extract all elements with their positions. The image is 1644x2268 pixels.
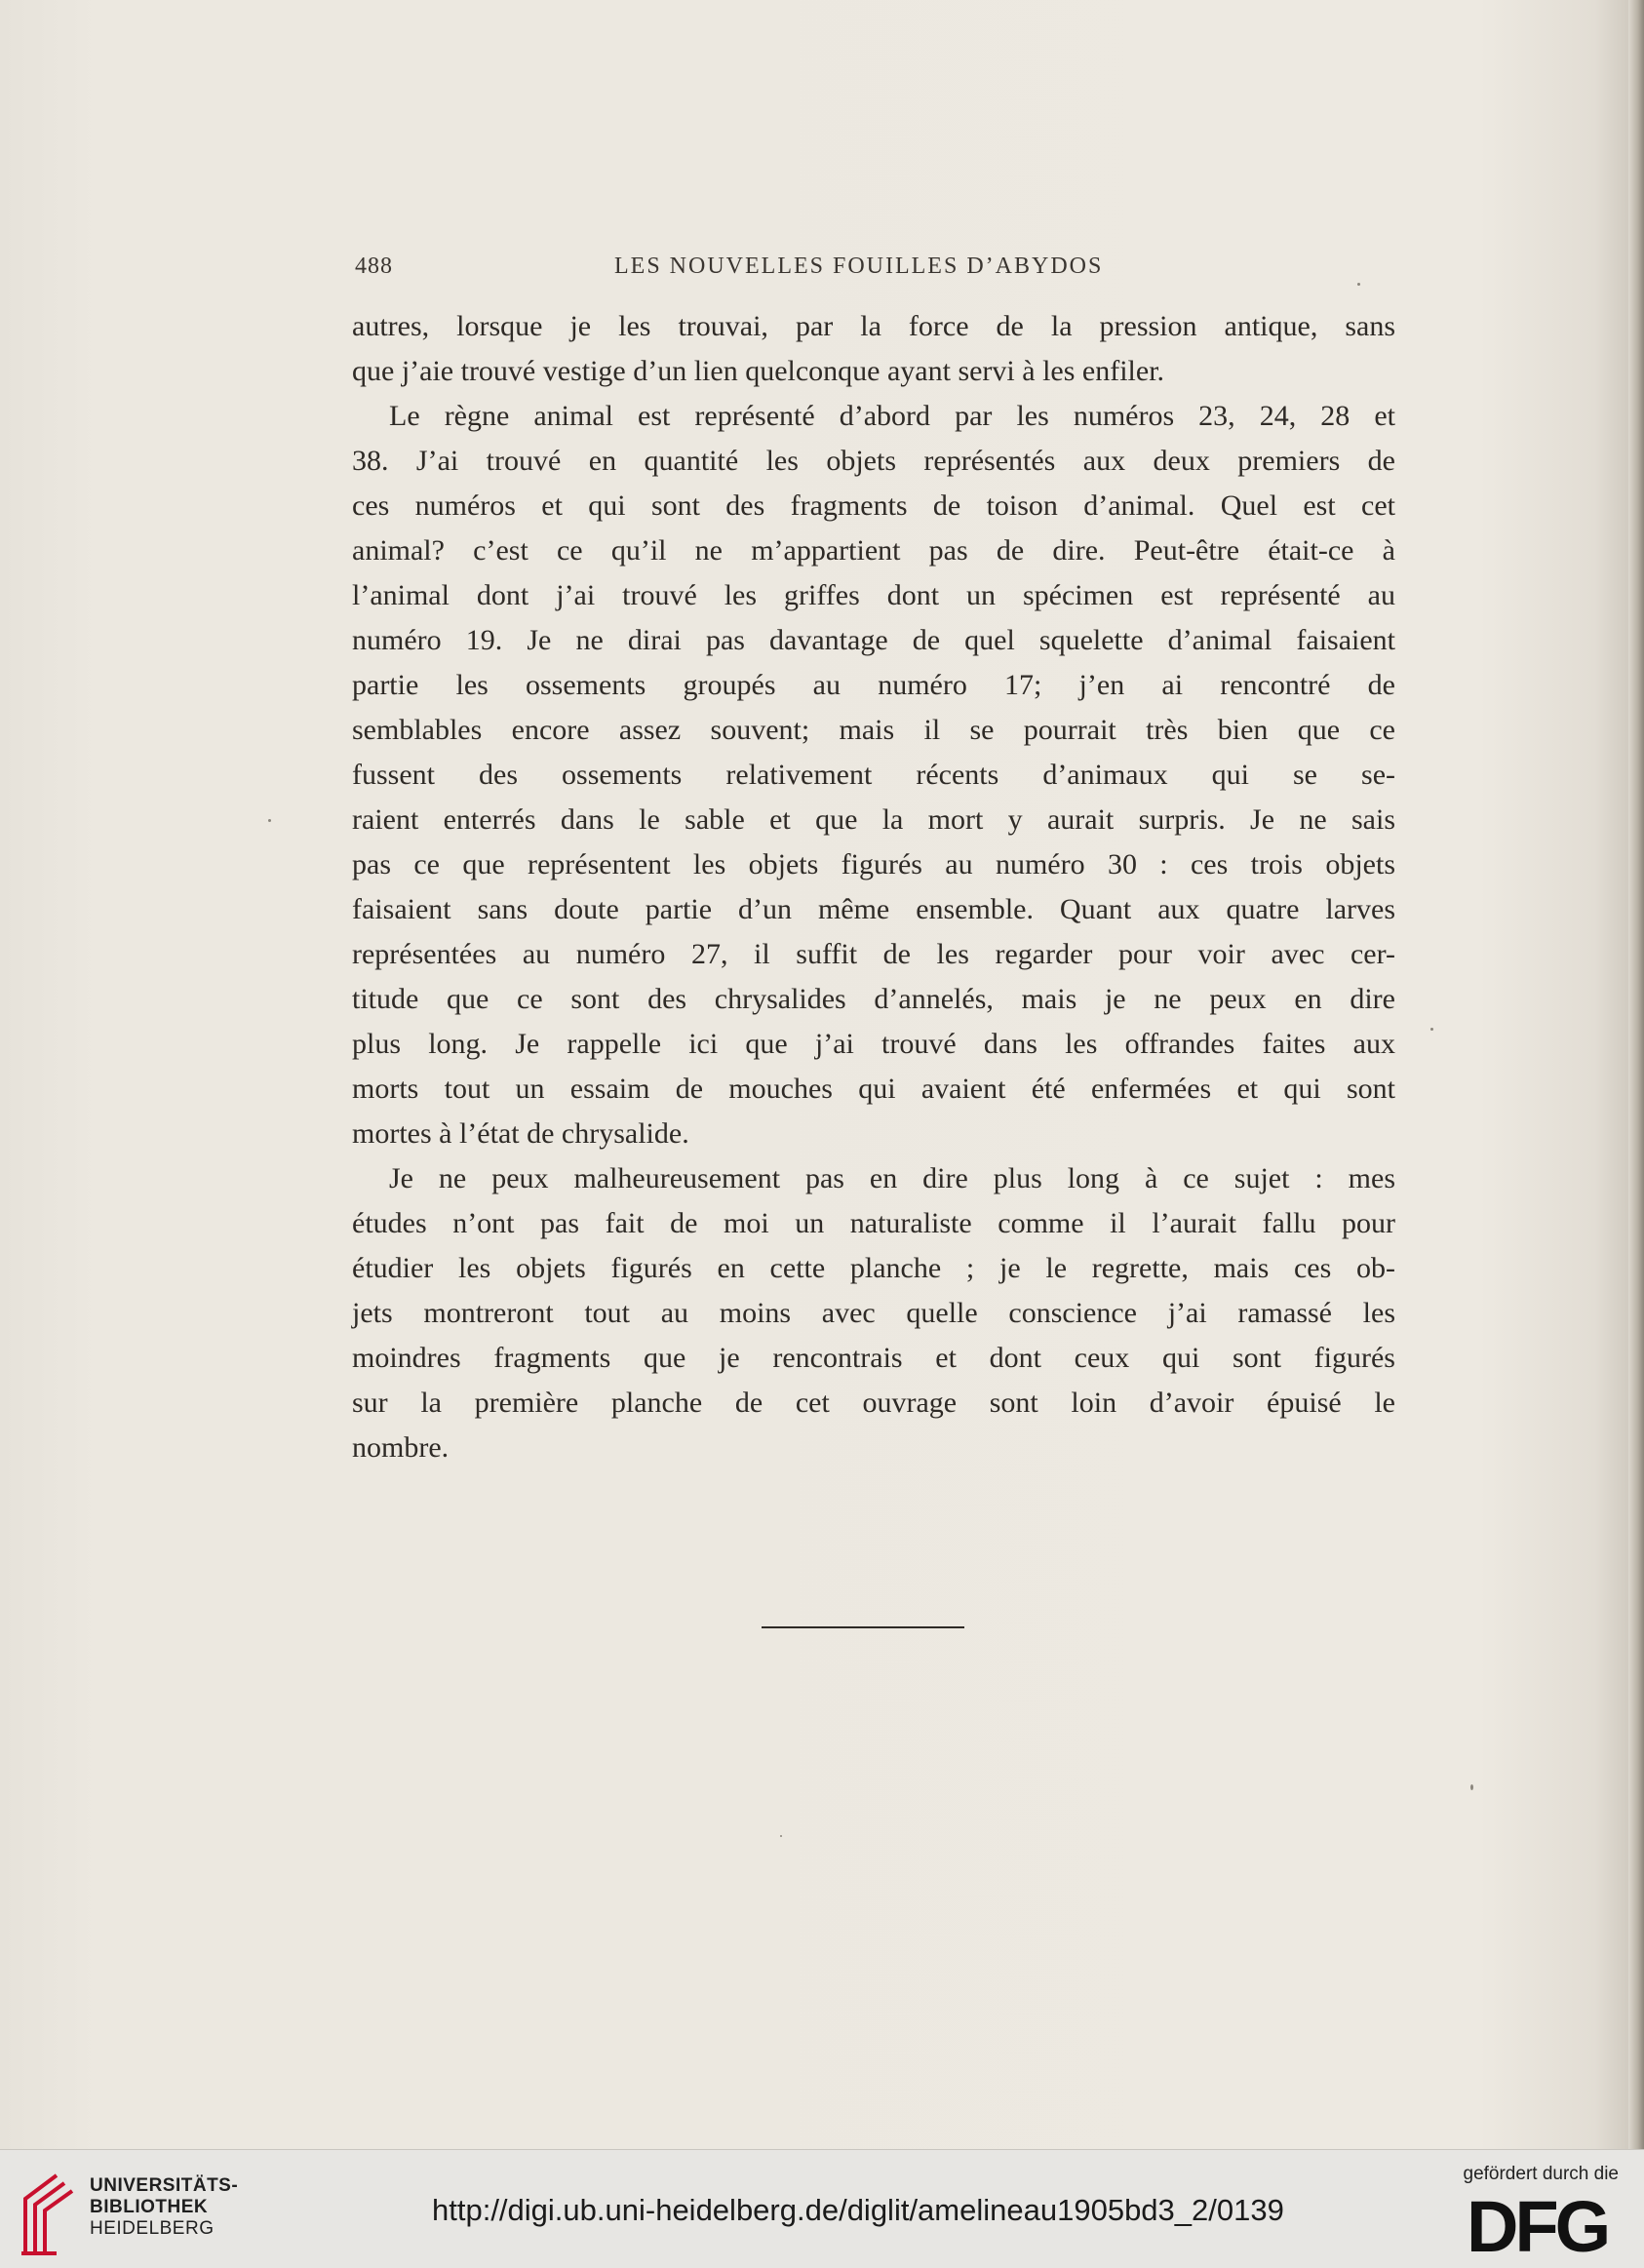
text-line: jets montreront tout au moins avec quelle conscience j’ai ramassé les (352, 1297, 1395, 1329)
section-end-rule (762, 1626, 964, 1628)
body-text (352, 304, 1395, 1470)
text-line: animal? c’est ce qu’il ne m’appartient pas de dire. Peut-être était-ce à (352, 534, 1395, 567)
text-line: ces numéros et qui sont des fragments de toison d’animal. Quel est cet (352, 489, 1395, 522)
text-line: que j’aie trouvé vestige d’un lien quelconque ayant servi à les enfiler. (352, 355, 1165, 387)
text-line: titude que ce sont des chrysalides d’annelés, mais je ne peux en dire (352, 983, 1395, 1015)
ub-heidelberg-logo-icon (18, 2170, 78, 2255)
page-number: 488 (355, 254, 393, 279)
text-line: autres, lorsque je les trouvai, par la force de la pression antique, sans (352, 310, 1395, 342)
footer-bar (0, 2149, 1644, 2268)
funded-by-label: gefördert durch die (1463, 2164, 1619, 2184)
text-line: faisaient sans doute partie d’un même ensemble. Quant aux quatre larves (352, 893, 1395, 925)
text-line: études n’ont pas fait de moi un naturaliste comme il l’aurait fallu pour (352, 1207, 1395, 1239)
paper-speck (1470, 1784, 1473, 1790)
library-line-2: BIBLIOTHEK (90, 2197, 209, 2217)
text-line: morts tout un essaim de mouches qui avaient été enfermées et qui sont (352, 1073, 1395, 1105)
text-line: raient enterrés dans le sable et que la mort y aurait surpris. Je ne sais (352, 803, 1395, 836)
text-line: fussent des ossements relativement récents d’animaux qui se se- (352, 759, 1395, 791)
library-line-1: UNIVERSITÄTS- (90, 2175, 239, 2196)
paper-speck (1430, 1028, 1433, 1031)
text-line: sur la première planche de cet ouvrage sont loin d’avoir épuisé le (352, 1387, 1395, 1419)
paper-speck (268, 819, 271, 822)
running-head (355, 254, 1395, 293)
text-line: l’animal dont j’ai trouvé les griffes dont un spécimen est représenté au (352, 579, 1395, 611)
running-title: LES NOUVELLES FOUILLES D’ABYDOS (614, 254, 1104, 279)
text-line: moindres fragments que je rencontrais et dont ceux qui sont figurés (352, 1342, 1395, 1374)
text-line: partie les ossements groupés au numéro 17; j’en ai rencontré de (352, 669, 1395, 701)
text-line: Le règne animal est représenté d’abord par les numéros 23, 24, 28 et (389, 400, 1395, 432)
library-line-3: HEIDELBERG (90, 2218, 215, 2239)
text-line: pas ce que représentent les objets figurés au numéro 30 : ces trois objets (352, 848, 1395, 880)
text-line: Je ne peux malheureusement pas en dire plus long à ce sujet : mes (389, 1162, 1395, 1194)
paper-speck (1357, 283, 1360, 286)
text-line: nombre. (352, 1431, 450, 1464)
paper-speck (780, 1835, 782, 1837)
text-line: représentées au numéro 27, il suffit de les regarder pour voir avec cer- (352, 938, 1395, 970)
text-line: semblables encore assez souvent; mais il se pourrait très bien que ce (352, 714, 1395, 746)
text-line: numéro 19. Je ne dirai pas davantage de quel squelette d’animal faisaient (352, 624, 1395, 656)
dfg-logo-icon (1467, 2193, 1621, 2257)
page-edge-shadow (1628, 0, 1644, 2149)
permalink-url[interactable]: http://digi.ub.uni-heidelberg.de/diglit/amelineau1905bd3_2/0139 (432, 2193, 1284, 2227)
dfg-logo-text: DFG (1467, 2193, 1608, 2257)
text-line: 38. J’ai trouvé en quantité les objets représentés aux deux premiers de (352, 445, 1395, 477)
text-line: étudier les objets figurés en cette planche ; je le regrette, mais ces ob- (352, 1252, 1395, 1284)
text-line: plus long. Je rappelle ici que j’ai trouvé dans les offrandes faites aux (352, 1028, 1395, 1060)
text-line: mortes à l’état de chrysalide. (352, 1117, 689, 1150)
library-name (90, 2175, 238, 2240)
